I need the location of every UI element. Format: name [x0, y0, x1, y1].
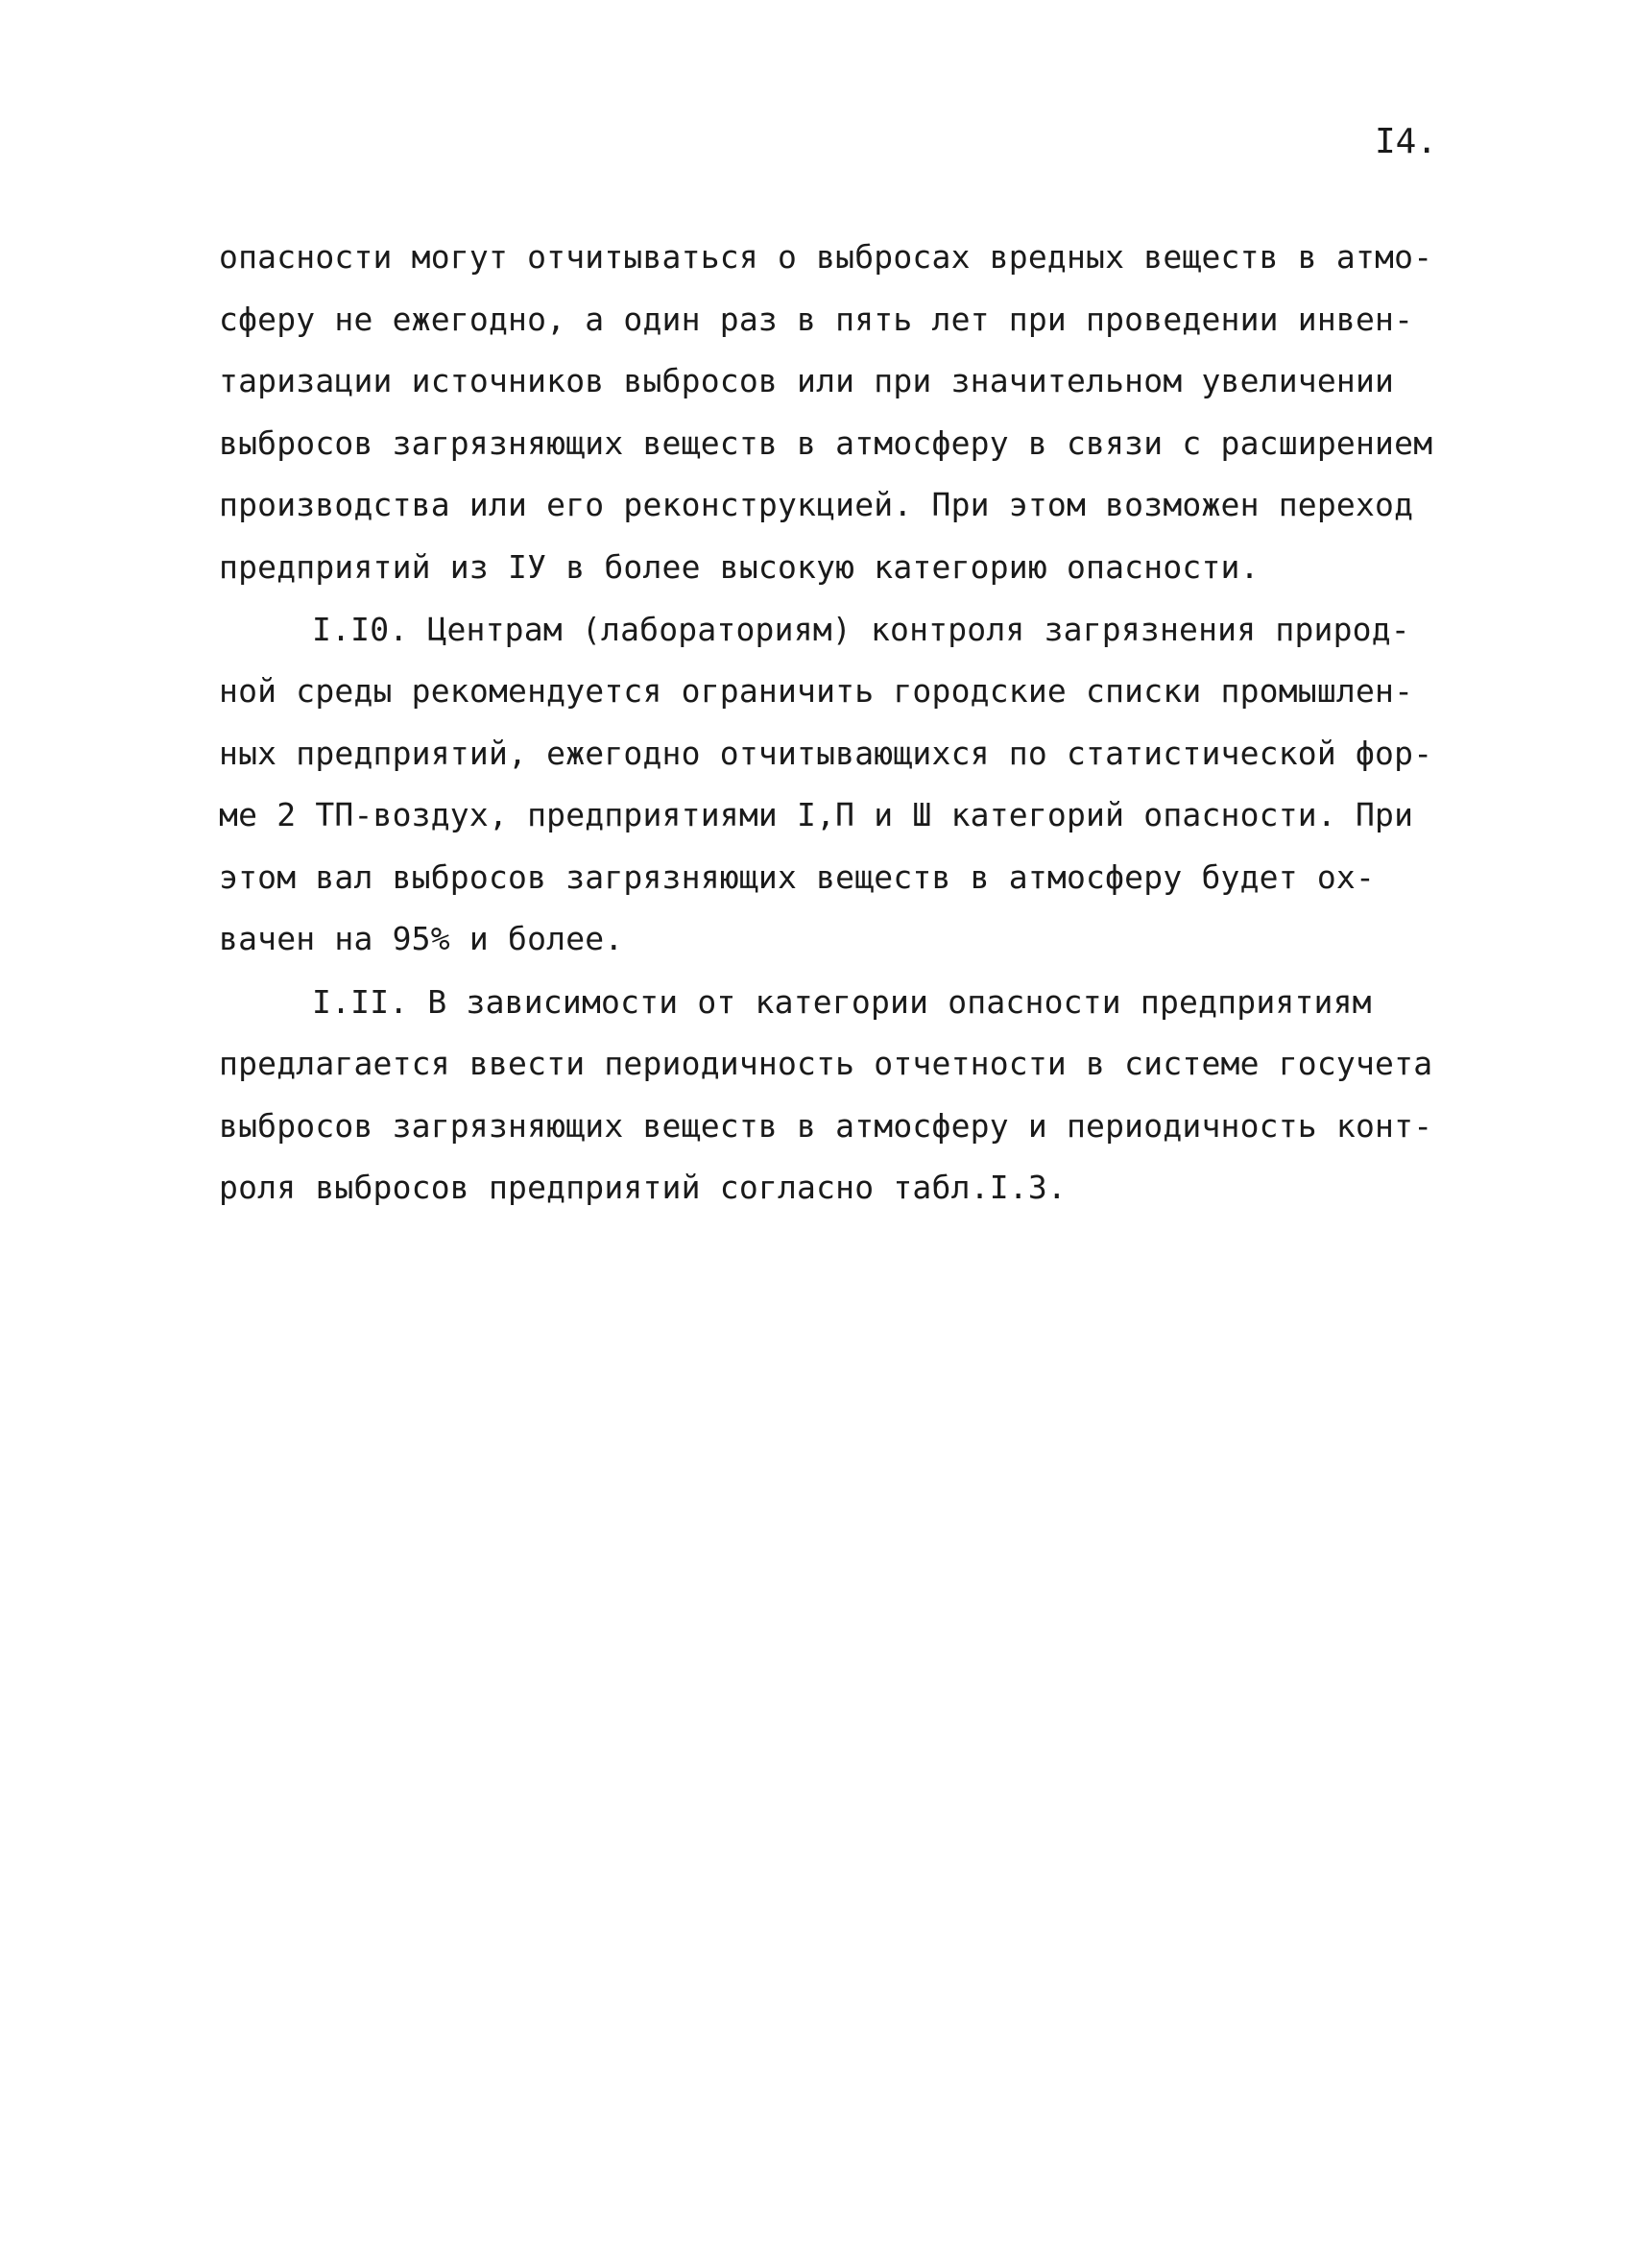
- text-line: производства или его реконструкцией. При этом возможен переход: [219, 486, 1414, 523]
- paragraph-1-10-first-line: I.I0. Центрам (лабораториям) контроля загрязнения природ-: [312, 611, 1410, 648]
- page-number: I4.: [1375, 122, 1438, 161]
- text-line: ме 2 ТП-воздух, предприятиями I,П и Ш категорий опасности. При: [219, 796, 1414, 833]
- text-line: опасности могут отчитываться о выбросах вредных веществ в атмо-: [219, 238, 1433, 276]
- text-line: вачен на 95% и более.: [219, 920, 624, 957]
- text-line: ных предприятий, ежегодно отчитывающихся по статистической фор-: [219, 735, 1433, 772]
- paragraph-1-11-first-line: I.II. В зависимости от категории опасности предприятиям: [312, 983, 1372, 1021]
- text-line: ной среды рекомендуется ограничить городские списки промышлен-: [219, 672, 1414, 710]
- text-line: предлагается ввести периодичность отчетности в системе госучета: [219, 1045, 1433, 1082]
- text-line: этом вал выбросов загрязняющих веществ в атмосферу будет ох-: [219, 858, 1376, 896]
- text-line: сферу не ежегодно, а один раз в пять лет при проведении инвен-: [219, 301, 1414, 338]
- text-line: таризации источников выбросов или при значительном увеличении: [219, 362, 1395, 399]
- text-line: роля выбросов предприятий согласно табл.I.3.: [219, 1169, 1067, 1206]
- text-line: выбросов загрязняющих веществ в атмосферу в связи с расширением: [219, 424, 1433, 462]
- text-line: предприятий из IУ в более высокую категорию опасности.: [219, 548, 1260, 586]
- text-line: выбросов загрязняющих веществ в атмосферу и периодичность конт-: [219, 1107, 1433, 1145]
